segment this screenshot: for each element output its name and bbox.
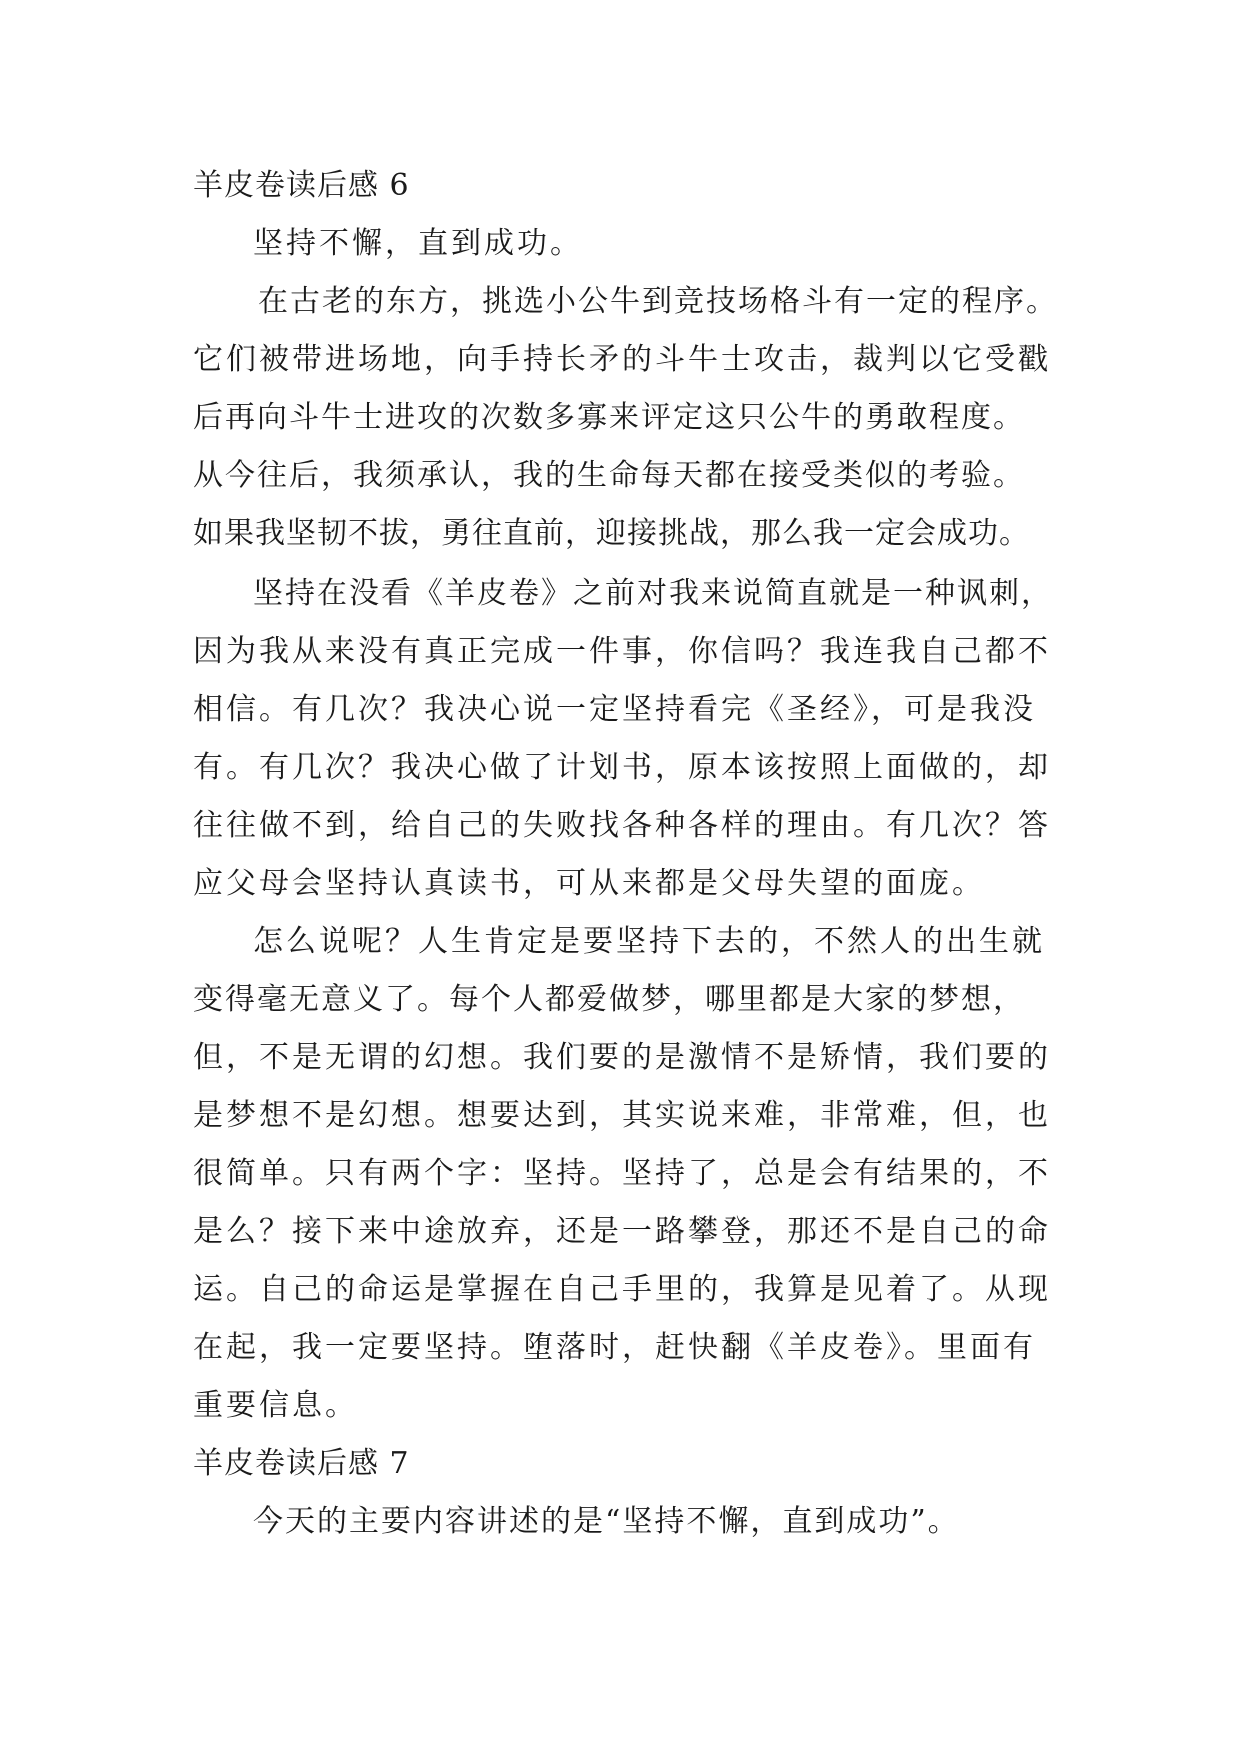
paragraph-line: 坚持在没看《羊皮卷》之前对我来说简直就是一种讽刺， xyxy=(253,576,1053,611)
paragraph-line: 运。自己的命运是掌握在自己手里的，我算是见着了。从现 xyxy=(193,1272,1051,1307)
paragraph-line: 变得毫无意义了。每个人都爱做梦，哪里都是大家的梦想， xyxy=(193,982,1025,1017)
paragraph-line: 如果我坚韧不拔，勇往直前，迎接挑战，那么我一定会成功。 xyxy=(193,516,1030,551)
paragraph-line: 应父母会坚持认真读书，可从来都是父母失望的面庞。 xyxy=(193,866,985,901)
paragraph-line: 往往做不到，给自己的失败找各种各样的理由。有几次？答 xyxy=(193,808,1051,843)
paragraph-line: 相信。有几次？我决心说一定坚持看完《圣经》，可是我没 xyxy=(193,692,1036,727)
paragraph-line: 但，不是无谓的幻想。我们要的是激情不是矫情，我们要的 xyxy=(193,1040,1051,1075)
paragraph-line: 是梦想不是幻想。想要达到，其实说来难，非常难，但，也 xyxy=(193,1098,1051,1133)
paragraph-line: 因为我从来没有真正完成一件事，你信吗？我连我自己都不 xyxy=(193,634,1051,669)
paragraph-line: 今天的主要内容讲述的是“坚持不懈，直到成功”。 xyxy=(253,1504,960,1539)
paragraph-line: 后再向斗牛士进攻的次数多寡来评定这只公牛的勇敢程度。 xyxy=(193,400,1025,435)
paragraph-line: 在古老的东方，挑选小公牛到竞技场格斗有一定的程序。 xyxy=(258,284,1058,319)
paragraph-line: 有。有几次？我决心做了计划书，原本该按照上面做的，却 xyxy=(193,750,1051,785)
section-7-heading: 羊皮卷读后感 7 xyxy=(193,1446,410,1481)
paragraph-line: 怎么说呢？人生肯定是要坚持下去的，不然人的出生就 xyxy=(253,924,1045,959)
paragraph-line: 重要信息。 xyxy=(193,1388,358,1423)
paragraph-line: 很简单。只有两个字：坚持。坚持了，总是会有结果的，不 xyxy=(193,1156,1051,1191)
paragraph-line: 是么？接下来中途放弃，还是一路攀登，那还不是自己的命 xyxy=(193,1214,1051,1249)
paragraph-line: 它们被带进场地，向手持长矛的斗牛士攻击，裁判以它受戳 xyxy=(193,342,1051,377)
section-6-heading: 羊皮卷读后感 6 xyxy=(193,168,410,203)
paragraph-line: 坚持不懈，直到成功。 xyxy=(253,226,583,261)
paragraph-line: 在起，我一定要坚持。堕落时，赶快翻《羊皮卷》。里面有 xyxy=(193,1330,1036,1365)
paragraph-line: 从今往后，我须承认，我的生命每天都在接受类似的考验。 xyxy=(193,458,1025,493)
